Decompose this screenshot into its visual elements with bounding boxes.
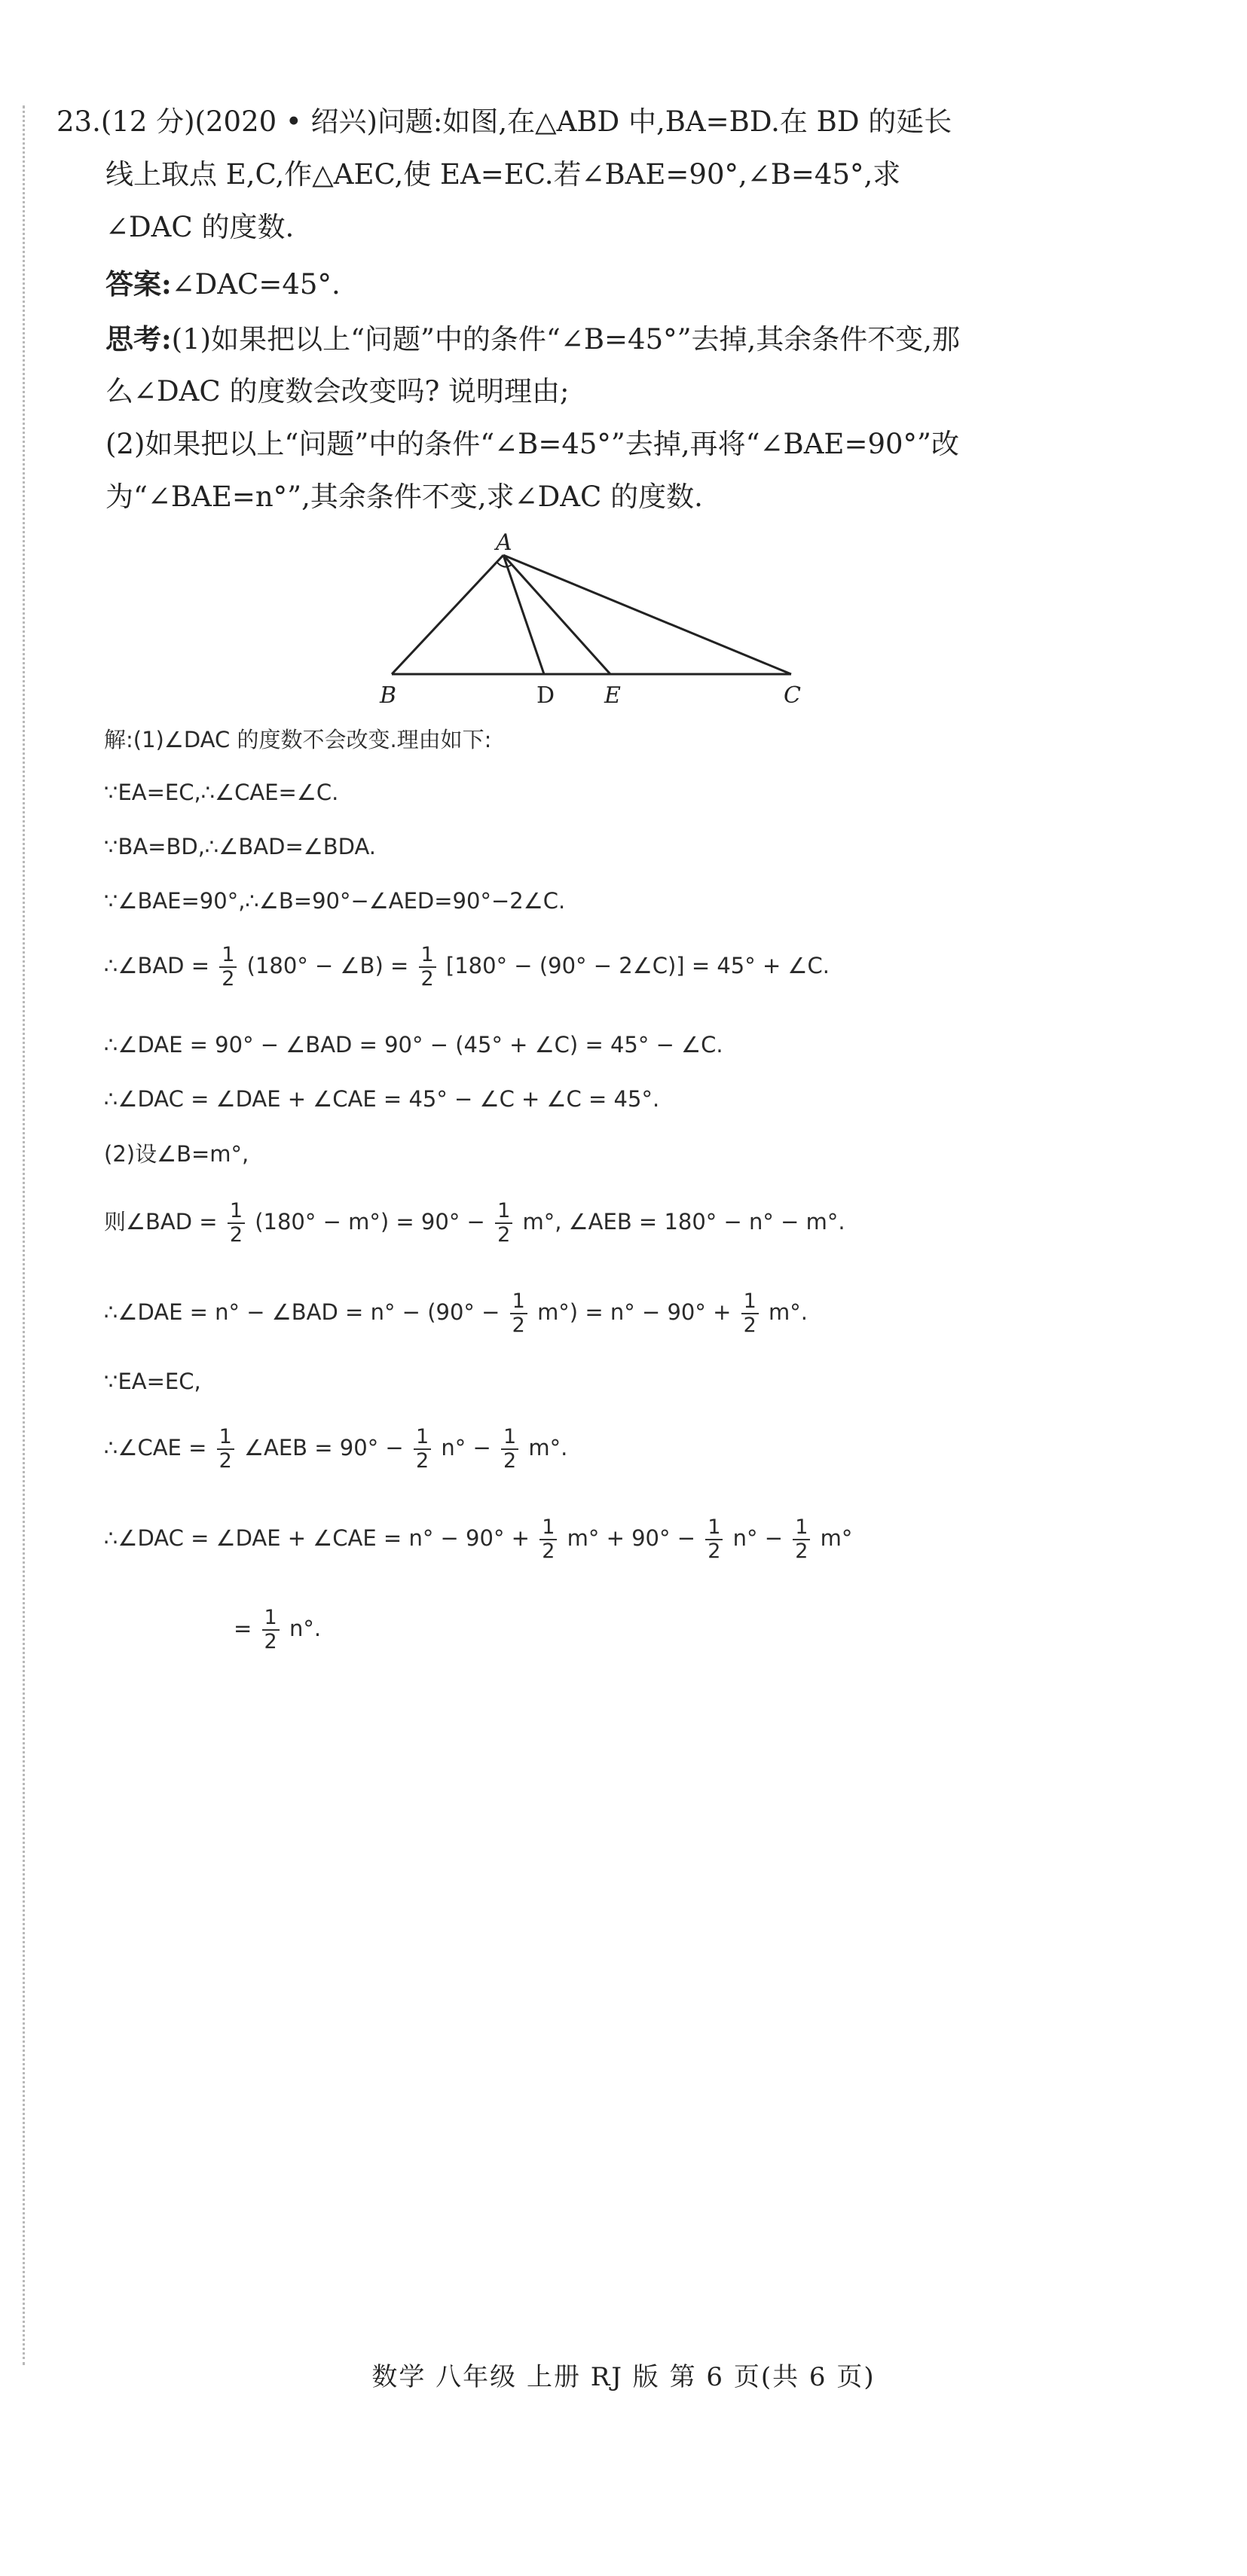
- sol12-part-c: n° −: [441, 1435, 491, 1460]
- fraction-half: [262, 1607, 280, 1653]
- think-line-1: [105, 322, 960, 356]
- fraction-half: [219, 944, 237, 990]
- label-b: B: [380, 682, 397, 709]
- fraction-denominator: 2: [415, 1449, 429, 1473]
- think-label: 思考:: [105, 322, 172, 356]
- solution-line-11: ∵EA=EC,: [104, 1369, 201, 1394]
- sol13-part-d: m°: [820, 1525, 853, 1551]
- sol12-part-d: m°.: [528, 1435, 568, 1460]
- answer-text: ∠DAC=45°.: [171, 268, 341, 301]
- fraction-half: [419, 944, 436, 990]
- segment-ab: [392, 555, 503, 674]
- fraction-denominator: 2: [219, 1449, 232, 1473]
- fraction-numerator: 1: [741, 1290, 759, 1314]
- fraction-half: [217, 1426, 234, 1473]
- think-text-1: (1)如果把以上“问题”中的条件“∠B=45°”去掉,其余条件不变,那: [171, 323, 961, 356]
- fraction-half: [414, 1426, 431, 1473]
- fraction-denominator: 2: [503, 1449, 517, 1473]
- sol9-part-a: 则∠BAD =: [104, 1209, 218, 1235]
- fraction-numerator: 1: [510, 1290, 527, 1314]
- fraction-numerator: 1: [228, 1200, 245, 1224]
- fraction-numerator: 1: [217, 1426, 234, 1450]
- sol9-part-c: m°, ∠AEB = 180° − n° − m°.: [522, 1209, 845, 1235]
- segment-ac: [503, 555, 791, 674]
- fraction-denominator: 2: [420, 967, 434, 990]
- fraction-denominator: 2: [542, 1540, 555, 1563]
- sol13-part-a: ∴∠DAC = ∠DAE + ∠CAE = n° − 90° +: [104, 1525, 530, 1551]
- fraction-denominator: 2: [708, 1540, 721, 1563]
- page-footer: 数学 八年级 上册 RJ 版 第 6 页(共 6 页): [371, 2362, 876, 2392]
- fraction-denominator: 2: [264, 1630, 277, 1653]
- sol14-part-b: n°.: [289, 1616, 322, 1641]
- sol13-part-b: m° + 90° −: [567, 1525, 696, 1551]
- sol9-part-b: (180° − m°) = 90° −: [255, 1209, 485, 1235]
- think-line-2: 么∠DAC 的度数会改变吗? 说明理由;: [105, 375, 570, 407]
- answer-line: [105, 267, 341, 301]
- think-line-3: (2)如果把以上“问题”中的条件“∠B=45°”去掉,再将“∠BAE=90°”改: [105, 428, 959, 460]
- fraction-numerator: 1: [793, 1516, 810, 1540]
- sol5-part-a: ∴∠BAD =: [104, 953, 210, 978]
- sol12-part-b: ∠AEB = 90° −: [244, 1435, 404, 1460]
- solution-line-13: [104, 1514, 852, 1563]
- fraction-half: [228, 1200, 245, 1247]
- sol5-part-c: [180° − (90° − 2∠C)] = 45° + ∠C.: [445, 953, 830, 978]
- fraction-denominator: 2: [222, 967, 235, 990]
- sol5-part-b: (180° − ∠B) =: [246, 953, 409, 978]
- fraction-half: [501, 1426, 518, 1473]
- label-a: A: [496, 531, 512, 556]
- fraction-denominator: 2: [795, 1540, 808, 1563]
- fraction-denominator: 2: [497, 1223, 511, 1247]
- fraction-half: [495, 1200, 512, 1247]
- fraction-half: [741, 1290, 759, 1337]
- solution-line-5: [104, 942, 830, 990]
- fraction-numerator: 1: [419, 944, 436, 968]
- fraction-denominator: 2: [229, 1223, 243, 1247]
- sol10-part-b: m°) = n° − 90° +: [537, 1299, 732, 1325]
- sol10-part-a: ∴∠DAE = n° − ∠BAD = n° − (90° −: [104, 1299, 500, 1325]
- segment-ae: [503, 555, 610, 674]
- solution-line-8: (2)设∠B=m°,: [104, 1141, 249, 1167]
- fraction-numerator: 1: [705, 1516, 723, 1540]
- sol12-part-a: ∴∠CAE =: [104, 1435, 207, 1460]
- fraction-numerator: 1: [501, 1426, 518, 1450]
- sol10-part-c: m°.: [769, 1299, 808, 1325]
- label-c: C: [784, 682, 801, 709]
- label-e: E: [604, 682, 621, 709]
- fraction-numerator: 1: [219, 944, 237, 968]
- solution-line-9: [104, 1198, 845, 1247]
- problem-line-2: 线上取点 E,C,作△AEC,使 EA=EC.若∠BAE=90°,∠B=45°,求: [105, 158, 901, 191]
- fraction-numerator: 1: [262, 1607, 280, 1631]
- fraction-half: [705, 1516, 723, 1563]
- sol14-part-a: =: [234, 1616, 252, 1641]
- fraction-half: [510, 1290, 527, 1337]
- fraction-half: [793, 1516, 810, 1563]
- fraction-numerator: 1: [539, 1516, 557, 1540]
- fraction-numerator: 1: [414, 1426, 431, 1450]
- label-d: D: [536, 682, 555, 709]
- solution-line-4: ∵∠BAE=90°,∴∠B=90°−∠AED=90°−2∠C.: [104, 888, 566, 914]
- solution-line-14: [234, 1604, 321, 1653]
- fraction-numerator: 1: [495, 1200, 512, 1224]
- fraction-denominator: 2: [512, 1314, 525, 1337]
- triangle-figure: [369, 531, 821, 712]
- fraction-denominator: 2: [743, 1314, 756, 1337]
- solution-line-12: [104, 1424, 567, 1473]
- solution-line-1: 解:(1)∠DAC 的度数不会改变.理由如下:: [104, 727, 492, 752]
- solution-line-6: ∴∠DAE = 90° − ∠BAD = 90° − (45° + ∠C) = 45° − ∠C.: [104, 1032, 723, 1058]
- problem-line-1: 23.(12 分)(2020 • 绍兴)问题:如图,在△ABD 中,BA=BD.在 BD 的延长: [57, 105, 952, 138]
- solution-line-10: [104, 1288, 808, 1337]
- think-line-4: 为“∠BAE=n°”,其余条件不变,求∠DAC 的度数.: [105, 481, 703, 513]
- segment-ad: [503, 555, 544, 674]
- fraction-half: [539, 1516, 557, 1563]
- solution-line-2: ∵EA=EC,∴∠CAE=∠C.: [104, 780, 339, 805]
- solution-line-3: ∵BA=BD,∴∠BAD=∠BDA.: [104, 834, 376, 859]
- solution-line-7: ∴∠DAC = ∠DAE + ∠CAE = 45° − ∠C + ∠C = 45°.: [104, 1086, 660, 1112]
- sol13-part-c: n° −: [732, 1525, 784, 1551]
- margin-dotted-line: [23, 105, 25, 2365]
- problem-line-3: ∠DAC 的度数.: [105, 211, 295, 243]
- answer-label: 答案:: [105, 267, 172, 301]
